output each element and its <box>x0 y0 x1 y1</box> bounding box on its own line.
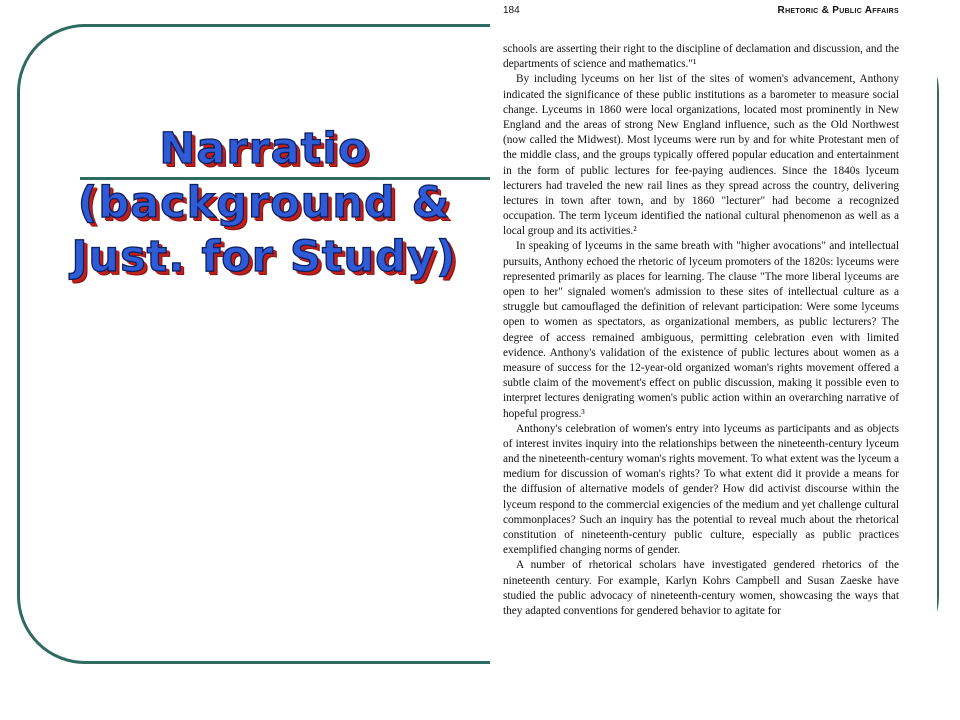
paragraph: Anthony's celebration of women's entry into lyceums as participants and as objects of interest invites inquiry into the relationships between the nineteenth-century lyceum and the nineteenth-century woman's rights movement. To what extent was the lyceum a medium for discussion of woman's rights? To what extent did it provide a means for the diffusion of alternative models of gender? How did activist discourse within the lyceum respond to the commercial exigencies of the medium and yet challenge cultural commonplaces? Such an inquiry has the potential to reveal much about the rhetorical constitution of nineteenth-century public culture, especially as public practices exemplified changing norms of gender. <box>503 422 899 557</box>
paragraph: By including lyceums on her list of the sites of women's advancement, Anthony indicated the significance of these public institutions as a barometer to measure social change. Lyceums in 1860 were local organizations, located most prominently in New England and the areas of strong New England influence, such as the Old Northwest (now called the Midwest). Most lyceums were run by and for white Protestant men of the middle class, and the groups typically offered popular education and entertainment in the form of public lectures for fee-paying audiences. Since the 1840s lyceum lecturers had traveled the new rail lines as they spread across the country, delivering lectures in town after town, and by 1860 "lecturer" had become a recognized occupation. The term lyceum identified the national cultural phenomenon as well as a local group and its activities.² <box>503 73 899 238</box>
slide-title-line: Narratio <box>159 124 369 174</box>
running-head: Rhetoric & Public Affairs <box>777 5 899 16</box>
page-body <box>503 42 899 619</box>
slide-title-line: (background & <box>77 178 451 228</box>
page-header <box>503 5 899 21</box>
slide-title-line: Just. for Study) <box>71 232 457 282</box>
paragraph: In speaking of lyceums in the same breath with "higher avocations" and intellectual pursuits, Anthony echoed the rhetoric of lyceum promoters of the 1820s: lyceums were represented primarily as places for learning. The clause "The more liberal lyceums are open to her" signaled women's admission to these sites of intellectual culture as a struggle but camouflaged the definition of relevant participation: Were some lyceums open to women as spectators, as organizational members, as public lecturers? The degree of access remained ambiguous, permitting celebration even with limited evidence. Anthony's validation of the existence of public lectures about women as a measure of success for the 12-year-old organized woman's rights movement offered a subtle claim of the movement's effect on public discussion, making it possible even to interpret lectures denigrating women's public action within an overarching narrative of hopeful progress.³ <box>503 240 899 420</box>
page-number: 184 <box>503 5 520 16</box>
slide-title <box>44 122 484 284</box>
paragraph: schools are asserting their right to the discipline of declamation and discussion, and the departments of science and mathematics."¹ <box>503 43 899 71</box>
scanned-page <box>490 0 937 720</box>
paragraph: A number of rhetorical scholars have investigated gendered rhetorics of the nineteenth century. For example, Karlyn Kohrs Campbell and Susan Zaeske have studied the public advocacy of nineteenth-century women, showcasing the ways that they adapted conventions for gendered behavior to agitate for <box>503 559 899 617</box>
